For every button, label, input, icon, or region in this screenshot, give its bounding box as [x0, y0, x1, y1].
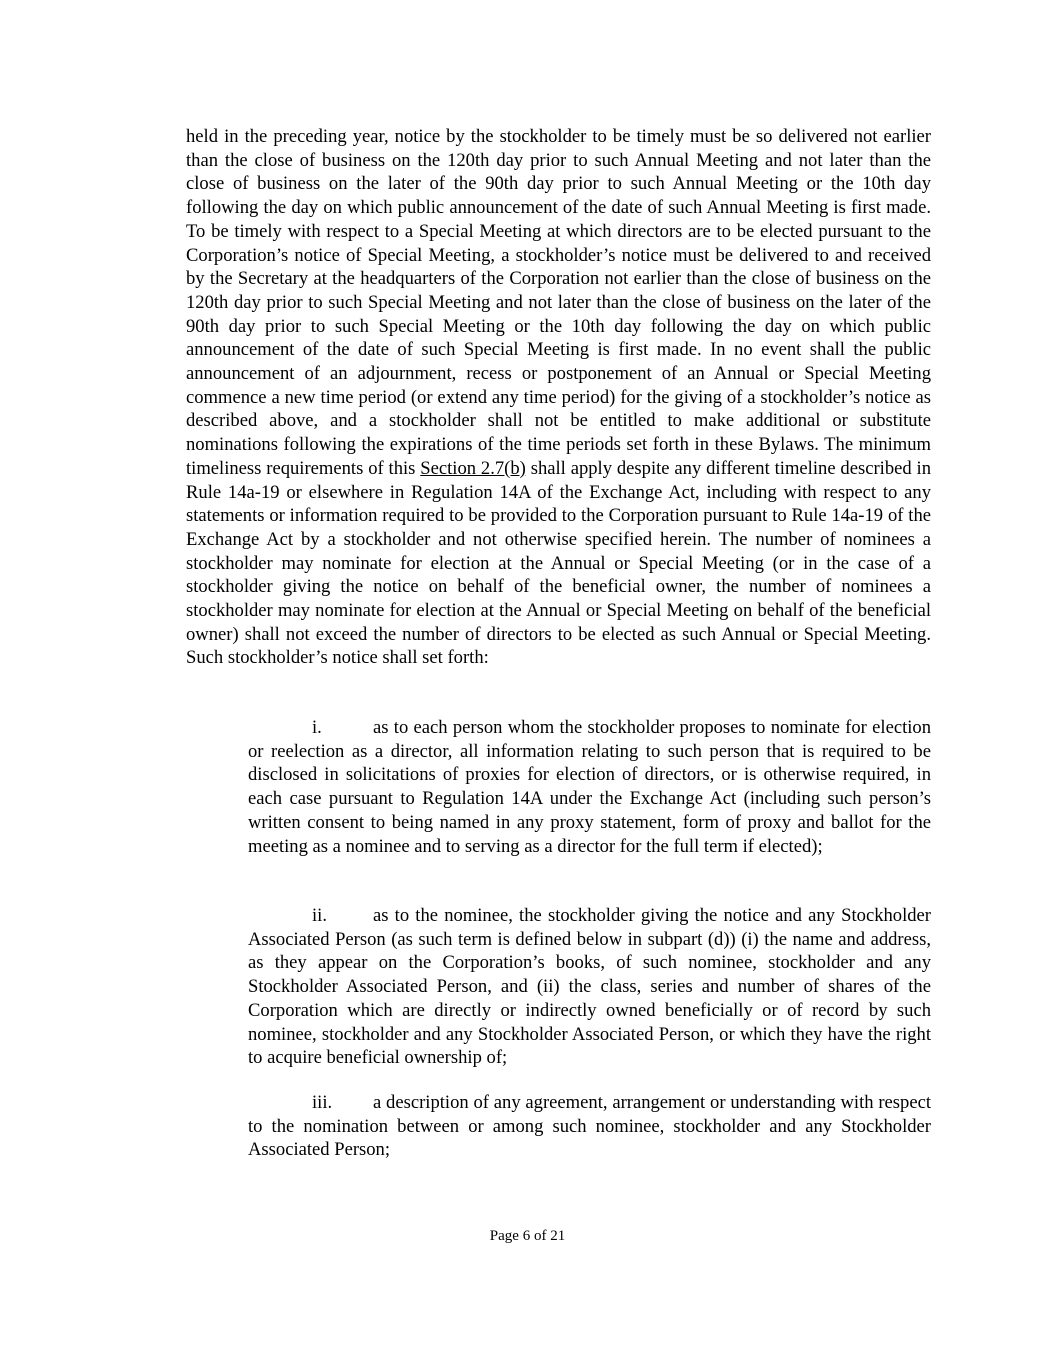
list-item-iii: [248, 1091, 931, 1162]
paragraph-text-before-ref: held in the preceding year, notice by the stockholder to be timely must be so delivered not earlier than the close of business on the 120th day prior to such Annual Meeting and not later than the close of business on the later of the 90th day prior to such Annual Meeting or the 10th day following the day on which public announcement of the date of such Annual Meeting is first made. To be timely with respect to a Special Meeting at which directors are to be elected pursuant to the Corporation’s notice of Special Meeting, a stockholder’s notice must be delivered to and received by the Secretary at the headquarters of the Corporation not earlier than the close of business on the 120th day prior to such Special Meeting and not later than the close of business on the later of the 90th day prior to such Special Meeting or the 10th day following the day on which public announcement of the date of such Special Meeting is first made. In no event shall the public announcement of an adjournment, recess or postponement of an Annual or Special Meeting commence a new time period (or extend any time period) for the giving of a stockholder’s notice as described above, and a stockholder shall not be entitled to make additional or substitute nominations following the expirations of the time periods set forth in these Bylaws. The minimum timeliness requirements of this: [186, 126, 931, 479]
list-item-ii: [248, 904, 931, 1070]
paragraph-text-after-ref: shall apply despite any different timeline described in Rule 14a-19 or elsewhere in Regulation 14A of the Exchange Act, including with respect to any statements or information required to be provided to the Corporation pursuant to Rule 14a-19 of the Exchange Act by a stockholder and not otherwise specified herein. The number of nominees a stockholder may nominate for election at the Annual or Special Meeting (or in the case of a stockholder giving the notice on behalf of the beneficial owner, the number of nominees a stockholder may nominate for election at the Annual or Special Meeting on behalf of the beneficial owner) shall not exceed the number of directors to be elected as such Annual or Special Meeting. Such stockholder’s notice shall set forth:: [186, 457, 931, 669]
page-footer: [0, 1227, 1055, 1245]
list-item-number: iii.: [312, 1092, 333, 1113]
list-item-i: [248, 716, 931, 858]
section-reference: Section 2.7(b): [420, 457, 526, 479]
body-paragraph: [186, 125, 931, 670]
page-number: Page 6 of 21: [489, 1228, 566, 1244]
list-item-number: ii.: [312, 905, 327, 926]
list-item-text: as to each person whom the stockholder proposes to nominate for election or reelection as a director, all information relating to such person that is required to be disclosed in solicitations of proxies for election of directors, or is otherwise required, in each case pursuant to Regulation 14A under the Exchange Act (including such person’s written consent to being named in any proxy statement, form of proxy and ballot for the meeting as a nominee and to serving as a director for the full term if elected);: [248, 717, 931, 857]
list-item-number: i.: [312, 717, 322, 738]
list-item-text: a description of any agreement, arrangement or understanding with respect to the nomination between or among such nominee, stockholder and any Stockholder Associated Person;: [248, 1092, 931, 1161]
list-item-text: as to the nominee, the stockholder giving the notice and any Stockholder Associated Person (as such term is defined below in subpart (d)) (i) the name and address, as they appear on the Corporation’s books, of such nominee, stockholder and any Stockholder Associated Person, and (ii) the class, series and number of shares of the Corporation which are directly or indirectly owned beneficially or of record by such nominee, stockholder and any Stockholder Associated Person, or which they have the right to acquire beneficial ownership of;: [248, 905, 931, 1069]
